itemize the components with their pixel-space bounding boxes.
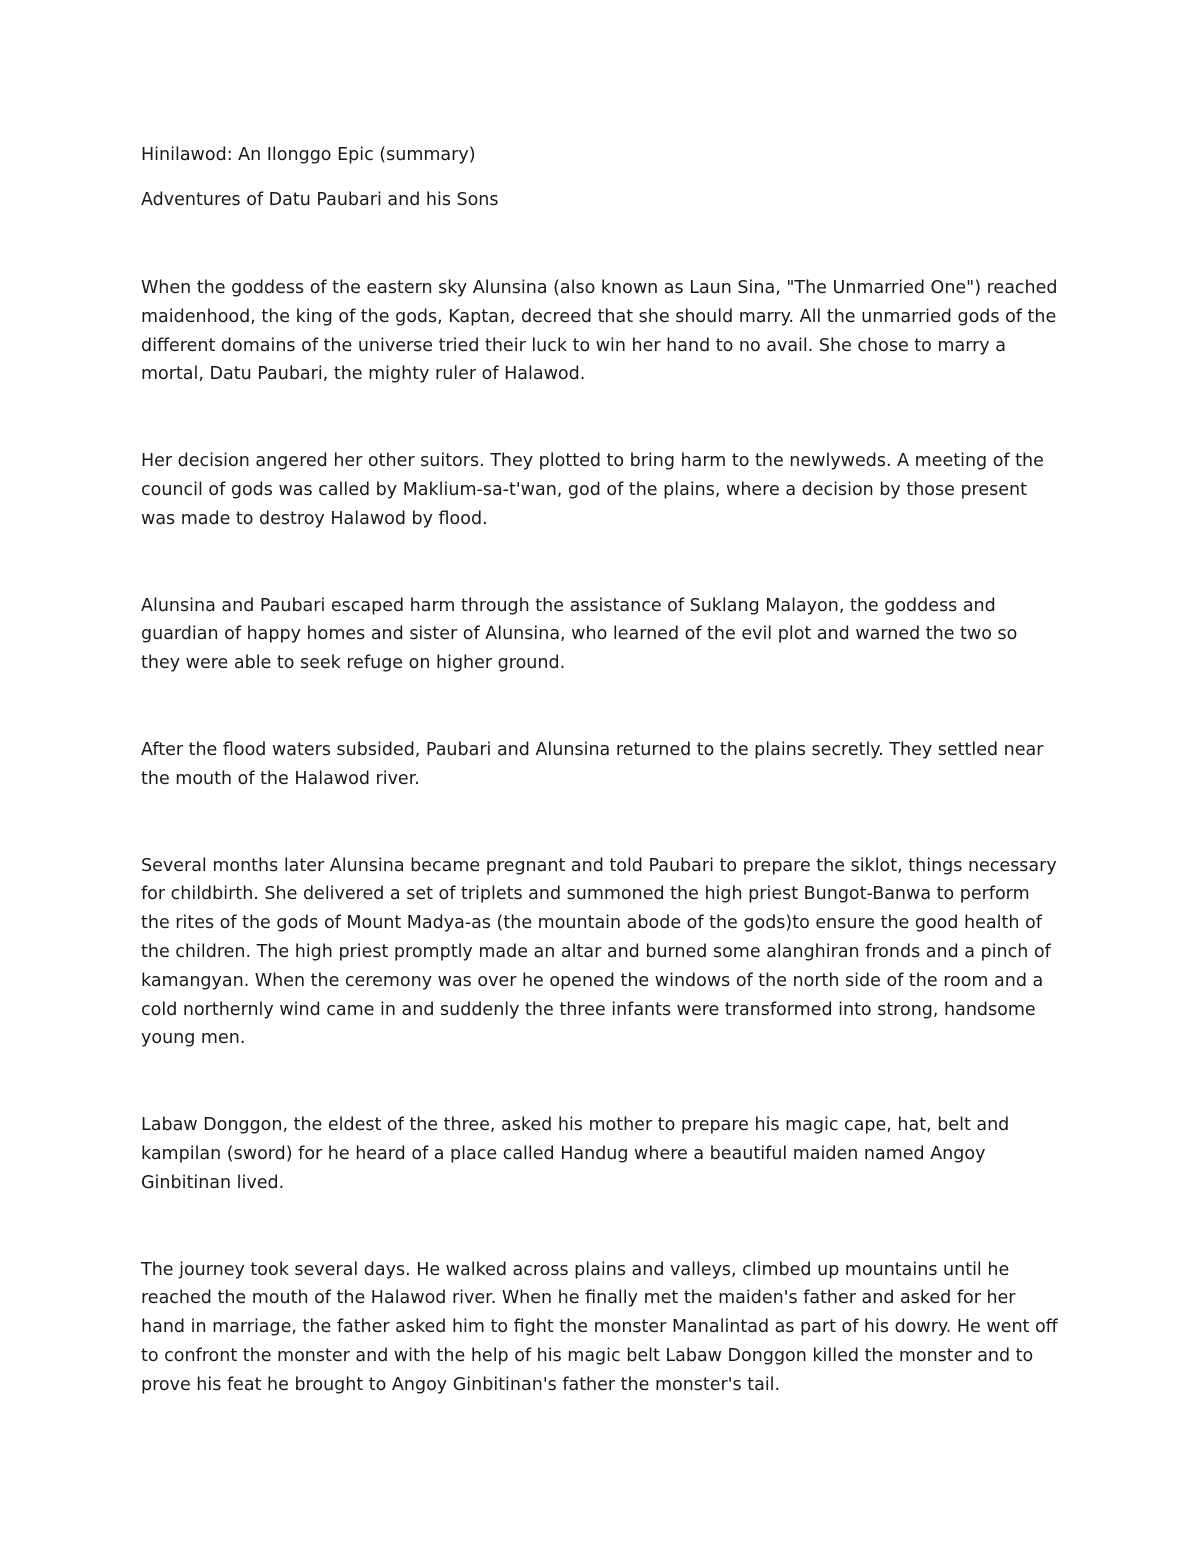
paragraph-alunsina-marriage: When the goddess of the eastern sky Alunsina (also known as Laun Sina, "The Unmarried One") reached maidenhood, the king of the gods, Kaptan, decreed that she should marry. All the unmarried gods of the different domains of the universe tried their luck to win her hand to no avail. She chose to marry a mortal, Datu Paubari, the mighty ruler of Halawod. bbox=[141, 278, 1058, 385]
document-title: Hinilawod: An Ilonggo Epic (summary) bbox=[141, 145, 476, 165]
document-subtitle: Adventures of Datu Paubari and his Sons bbox=[141, 190, 499, 210]
paragraph-suitors-flood: Her decision angered her other suitors. They plotted to bring harm to the newlyweds. A meeting of the council of gods was called by Maklium-sa-t'wan, god of the plains, where a decision by those present was made to destroy Halawod by flood. bbox=[141, 451, 1044, 529]
paragraph-triplets: Several months later Alunsina became pregnant and told Paubari to prepare the siklot, things necessary for childbirth. She delivered a set of triplets and summoned the high priest Bungot-Banwa to perform the rites of the gods of Mount Madya-as (the mountain abode of the gods)to ensure the good health of the children. The high priest promptly made an altar and burned some alanghiran fronds and a pinch of kamangyan. When the ceremony was over he opened the windows of the north side of the room and a cold northernly wind came in and suddenly the three infants were transformed into strong, handsome young men. bbox=[141, 855, 1057, 1049]
paragraph-labaw-donggon: Labaw Donggon, the eldest of the three, asked his mother to prepare his magic cape, hat, belt and kampilan (sword) for he heard of a place called Handug where a beautiful maiden named Angoy Ginbitinan lived. bbox=[141, 1115, 1010, 1193]
document-body bbox=[141, 141, 1061, 1400]
paragraph-return-to-plains: After the flood waters subsided, Paubari and Alunsina returned to the plains secretly. They settled near the mouth of the Halawod river. bbox=[141, 739, 1044, 789]
paragraph-journey: The journey took several days. He walked across plains and valleys, climbed up mountains until he reached the mouth of the Halawod river. When he finally met the maiden's father and asked for her hand in marriage, the father asked him to fight the monster Manalintad as part of his dowry. He went off to confront the monster and with the help of his magic belt Labaw Donggon killed the monster and to prove his feat he brought to Angoy Ginbitinan's father the monster's tail. bbox=[141, 1259, 1058, 1395]
paragraph-escape: Alunsina and Paubari escaped harm through the assistance of Suklang Malayon, the goddess and guardian of happy homes and sister of Alunsina, who learned of the evil plot and warned the two so they were able to seek refuge on higher ground. bbox=[141, 595, 1018, 674]
